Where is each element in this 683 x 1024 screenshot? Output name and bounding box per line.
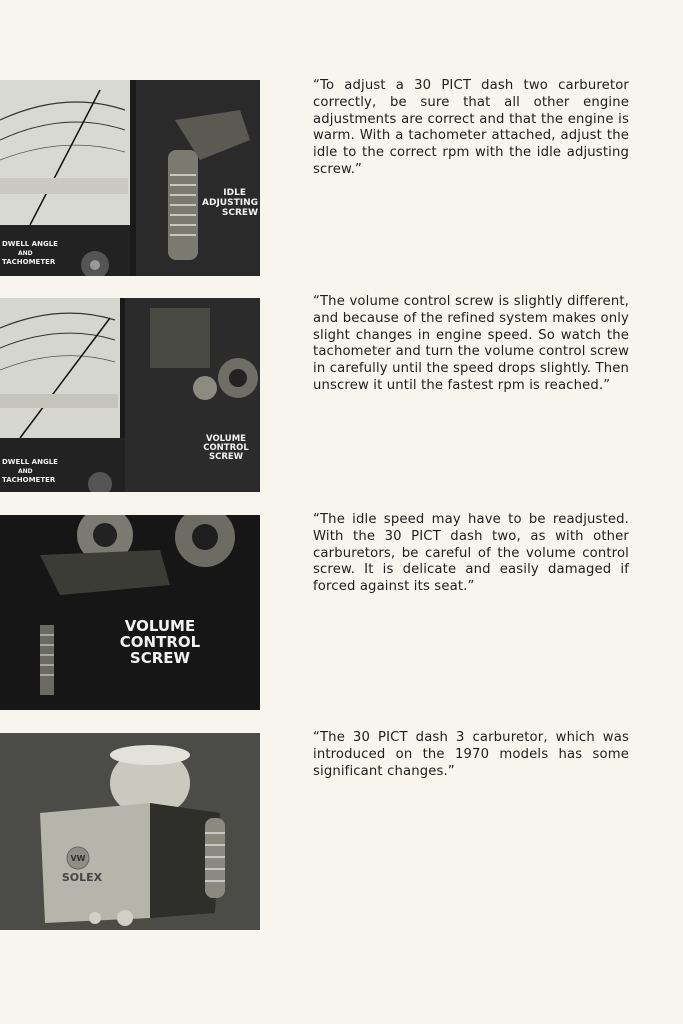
caption-1: “To adjust a 30 PICT dash two carburetor correctly, be sure that all other engine adjustments are correct and that the engine is warm. With a tachometer attached, adjust the idle to the correct rpm with the idle adjusting screw.” [313,78,629,177]
photo-volume-control-screw-closeup [0,515,260,710]
meter-label-and-2: AND [18,468,33,475]
label-idle: IDLE [223,188,246,198]
label-control-3: CONTROL [119,633,201,651]
label-screw: SCREW [221,208,258,218]
label-adjusting: ADJUSTING [202,198,258,208]
solex-stamp: SOLEX [61,871,103,884]
meter-label-tachometer: TACHOMETER [2,258,56,266]
label-control: CONTROL [203,443,249,453]
caption-3: “The idle speed may have to be readjusted. With the 30 PICT dash two, as with other carburetors, be careful of the volume control screw. It is delicate and easily damaged if forced against its seat.” [313,512,629,595]
caption-2: “The volume control screw is slightly different, and because of the refined system makes only slight changes in engine speed. So watch the tachometer and turn the volume control screw in carefully until the speed drops slightly. Then unscrew it until the fastest rpm is reached.” [313,294,629,393]
photo-tachometer-volume-screw [0,298,260,492]
photo-tachometer-idle-screw [0,80,260,276]
meter-label-dwell: DWELL ANGLE [2,240,58,248]
photo-30-pict-3-carburetor [0,733,260,930]
label-screw-2: SCREW [208,452,244,462]
meter-label-dwell-2: DWELL ANGLE [2,458,58,466]
vw-logo-text: VW [70,854,86,863]
meter-label-and: AND [18,250,33,257]
label-volume: VOLUME [206,434,246,444]
meter-label-tachometer-2: TACHOMETER [2,476,56,484]
label-volume-3: VOLUME [124,617,196,635]
label-screw-3: SCREW [129,649,191,667]
caption-4: “The 30 PICT dash 3 carburetor, which was introduced on the 1970 models has some significant changes.” [313,730,629,779]
